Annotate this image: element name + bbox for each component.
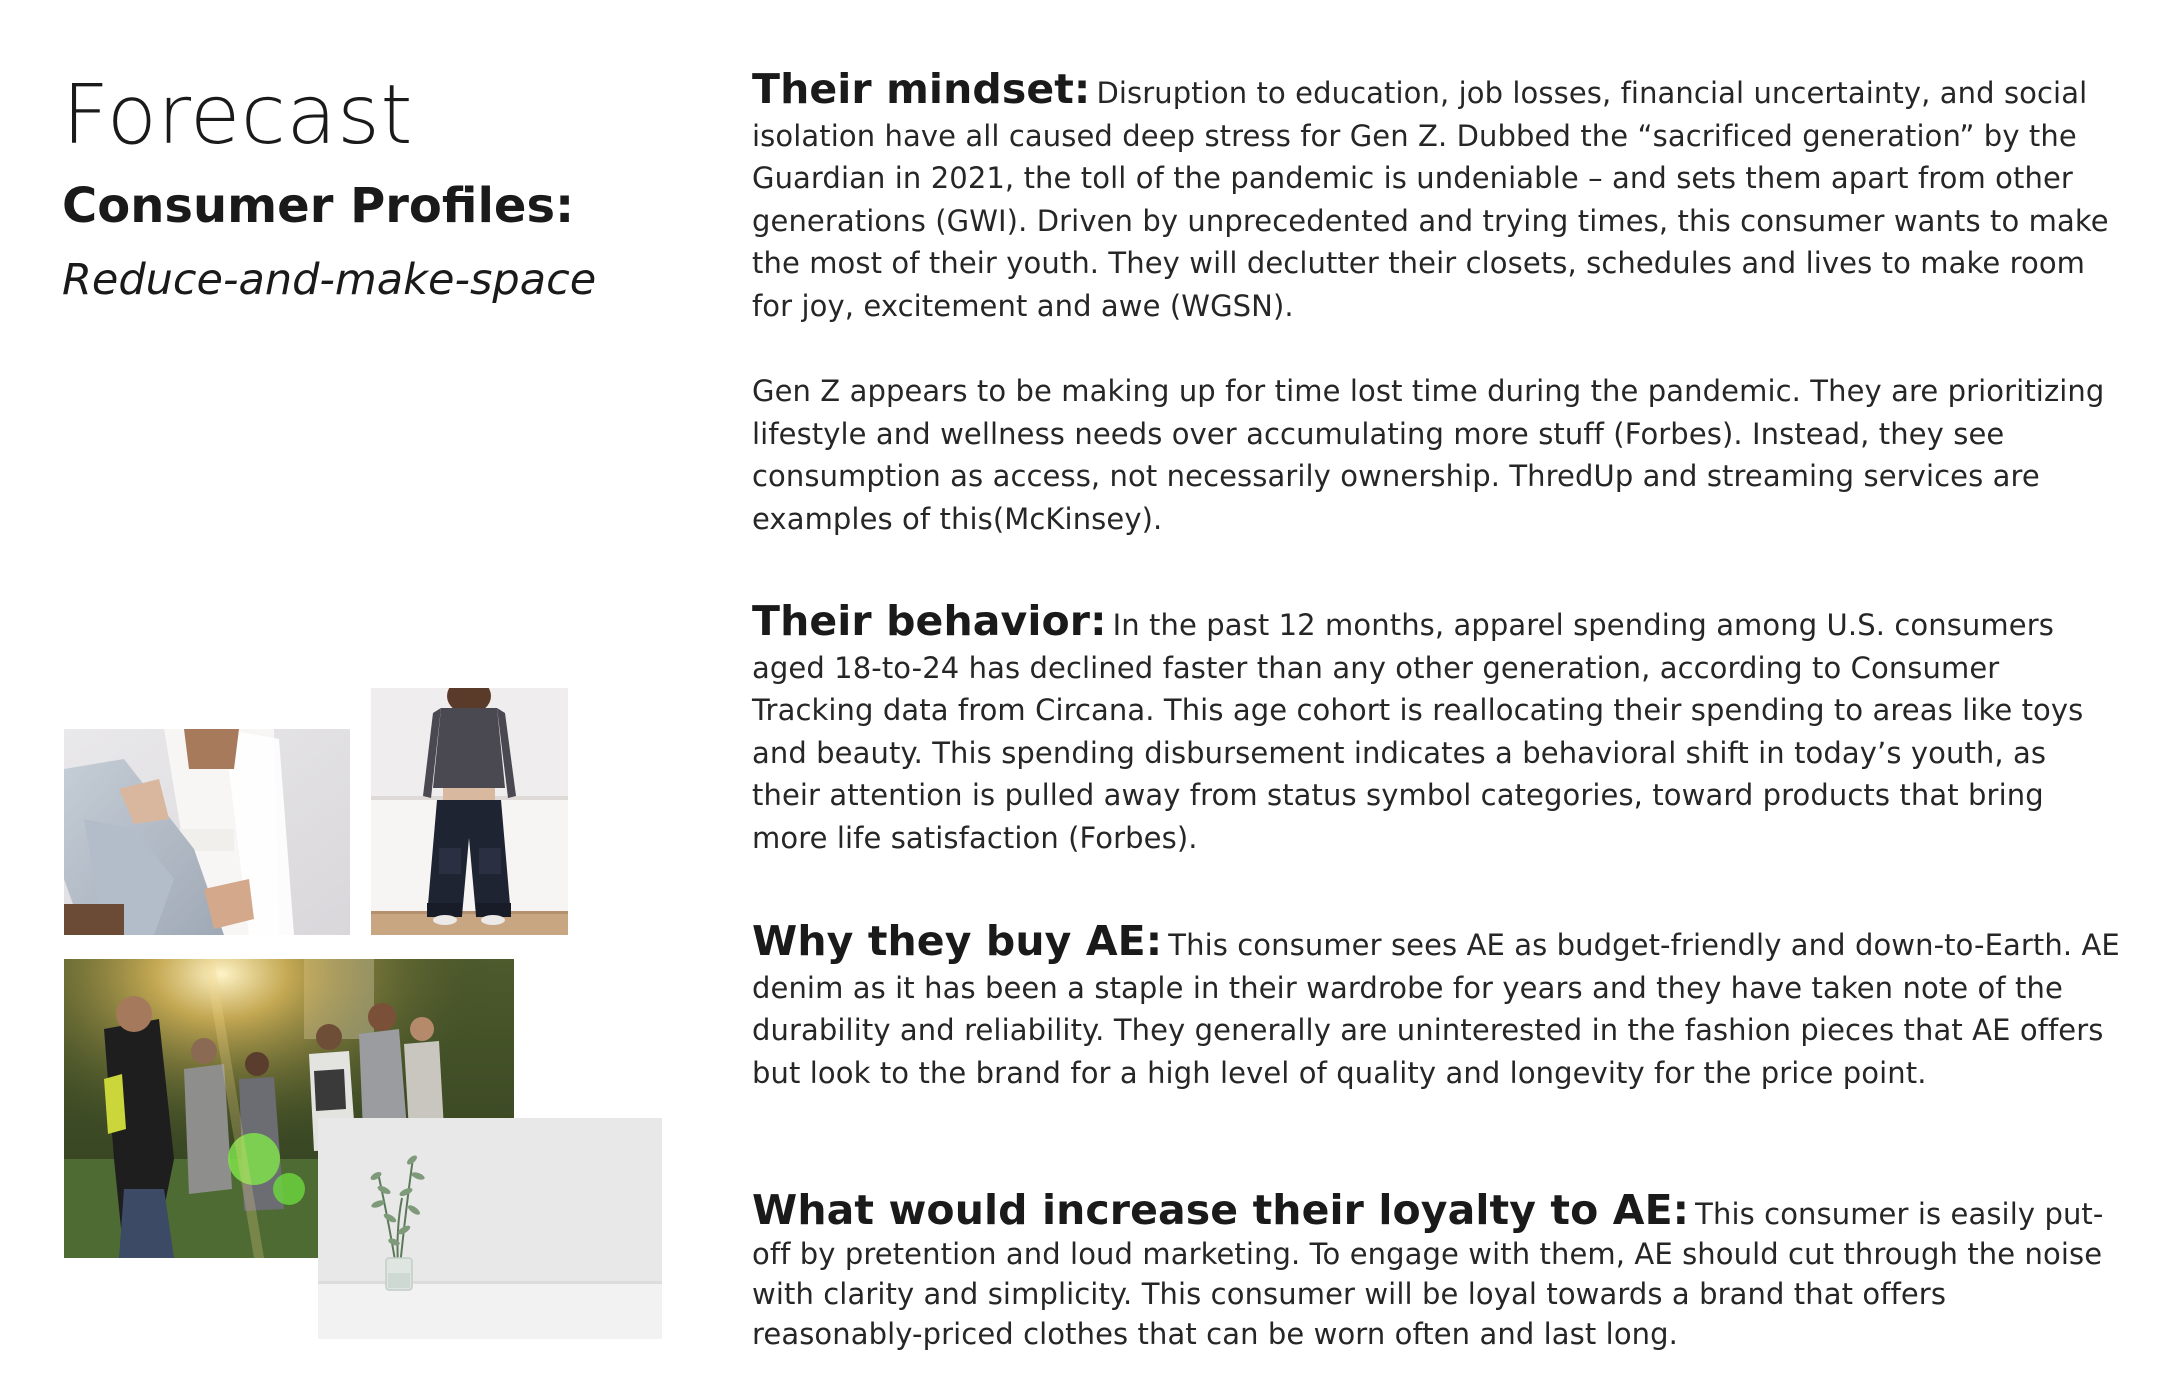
section-mindset-continued (752, 370, 2122, 540)
loyalty-paragraph (752, 1186, 2122, 1354)
section-behavior (752, 597, 2122, 859)
behavior-heading: Their behavior: (752, 597, 1107, 645)
loyalty-text: This consumer is easily put-off by pretention and loud marketing. To engage with them, AE should cut through the noise with clarity and simplicity. This consumer will be loyal towards a brand that offers reasonably-priced clothes that can be worn often and last long. (752, 1197, 2104, 1351)
profile-name: Reduce-and-make-space (62, 255, 597, 305)
behavior-paragraph (752, 597, 2122, 859)
mindset-paragraph-2: Gen Z appears to be making up for time lost time during the pandemic. They are prioritizing lifestyle and wellness needs over accumulating more stuff (Forbes). Instead, they see consumption as access, not necessarily ownership. ThredUp and streaming services are examples of this(McKinsey). (752, 374, 2105, 536)
photo-seated-denim (64, 729, 350, 935)
section-mindset (752, 65, 2122, 327)
mindset-paragraph (752, 65, 2122, 327)
section-loyalty (752, 1186, 2122, 1354)
photo-standing-cargo (371, 688, 568, 935)
section-why-buy (752, 917, 2122, 1094)
why-buy-text: This consumer sees AE as budget-friendly and down-to-Earth. AE denim as it has been a staple in their wardrobe for years and they have taken note of the durability and reliability. They generally are uninterested in the fashion pieces that AE offers but look to the brand for a high level of quality and longevity for the price point. (752, 928, 2120, 1090)
section-subtitle: Consumer Profiles: (62, 178, 575, 234)
photo-vase-eucalyptus (318, 1118, 662, 1339)
left-column (62, 68, 702, 310)
behavior-text: In the past 12 months, apparel spending among U.S. consumers aged 18-to-24 has declined faster than any other generation, according to Consumer Tracking data from Circana. This age cohort is reallocating their spending to areas like toys and beauty. This spending disbursement indicates a behavioral shift in today’s youth, as their attention is pulled away from status symbol categories, toward products that bring more life satisfaction (Forbes). (752, 608, 2084, 855)
why-buy-paragraph (752, 917, 2122, 1094)
mindset-text: Disruption to education, job losses, financial uncertainty, and social isolation have all caused deep stress for Gen Z. Dubbed the “sacrificed generation” by the Guardian in 2021, the toll of the pandemic is undeniable – and sets them apart from other generations (GWI). Driven by unprecedented and trying times, this consumer wants to make the most of their youth. They will declutter their closets, schedules and lives to make room for joy, excitement and awe (WGSN). (752, 76, 2109, 323)
mindset-heading: Their mindset: (752, 65, 1091, 113)
page-title: Forecast (62, 68, 413, 163)
why-buy-heading: Why they buy AE: (752, 917, 1163, 965)
loyalty-heading: What would increase their loyalty to AE: (752, 1186, 1690, 1234)
